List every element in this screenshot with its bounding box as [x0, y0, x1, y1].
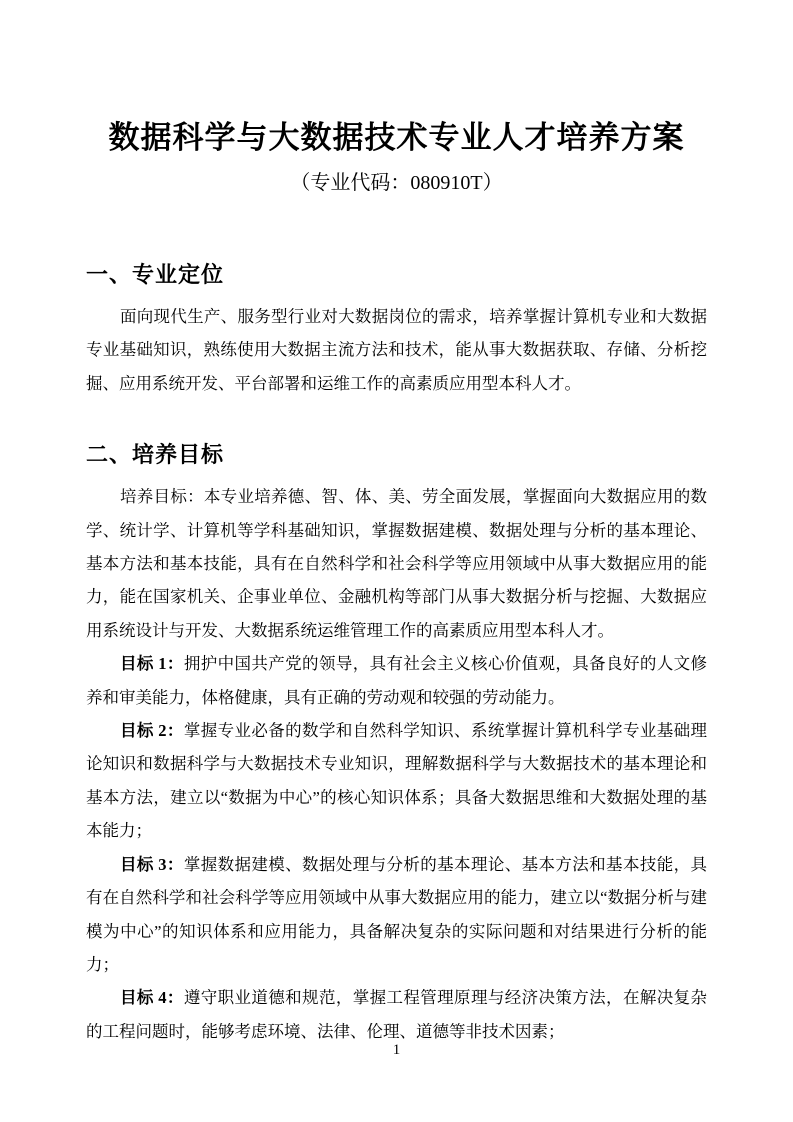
paragraph-goal-2 — [86, 714, 707, 848]
goal-2-label: 目标 2： — [120, 721, 184, 741]
page-number: 1 — [392, 1042, 401, 1058]
document-subtitle: （专业代码：080910T） — [290, 172, 503, 194]
section-heading-program-positioning: 一、专业定位 — [86, 262, 225, 287]
goal-3-label: 目标 3： — [120, 854, 184, 874]
paragraph-goal-3 — [86, 848, 707, 982]
goal-4-label: 目标 4： — [120, 988, 184, 1008]
document-title: 数据科学与大数据技术专业人才培养方案 — [108, 120, 685, 155]
paragraph-program-positioning: 面向现代生产、服务型行业对大数据岗位的需求，培养掌握计算机专业和大数据专业基础知识，熟练使用大数据主流方法和技术，能从事大数据获取、存储、分析挖掘、应用系统开发、平台部署和运维工作的高素质应用型本科人才。 — [86, 307, 707, 393]
section-heading-training-objectives: 二、培养目标 — [86, 442, 225, 468]
goal-1-text: 拥护中国共产党的领导，具有社会主义核心价值观，具备良好的人文修养和审美能力，体格健康，具有正确的劳动观和较强的劳动能力。 — [86, 654, 708, 707]
goal-4-text: 遵守职业道德和规范，掌握工程管理原理与经济决策方法，在解决复杂的工程问题时，能够考虑环境、法律、伦理、道德等非技术因素； — [86, 988, 708, 1041]
goal-3-text: 掌握数据建模、数据处理与分析的基本理论、基本方法和基本技能，具有在自然科学和社会科学等应用领域中从事大数据应用的能力，建立以“数据分析与建模为中心”的知识体系和应用能力，具备解决复杂的实际问题和对结果进行分析的能力； — [86, 854, 708, 974]
paragraph-training-objectives-overview: 培养目标：本专业培养德、智、体、美、劳全面发展，掌握面向大数据应用的数学、统计学、计算机等学科基础知识，掌握数据建模、数据处理与分析的基本理论、基本方法和基本技能，具有在自然科学和社会科学等应用领域中从事大数据应用的能力，能在国家机关、企事业单位、金融机构等部门从事大数据分析与挖掘、大数据应用系统设计与开发、大数据系统运维管理工作的高素质应用型本科人才。 — [86, 487, 707, 640]
paragraph-goal-1 — [86, 647, 707, 714]
goal-1-label: 目标 1： — [120, 654, 184, 674]
goal-2-text: 掌握专业必备的数学和自然科学知识、系统掌握计算机科学专业基础理论知识和数据科学与大数据技术专业知识，理解数据科学与大数据技术的基本理论和基本方法，建立以“数据为中心”的核心知识体系；具备大数据思维和大数据处理的基本能力； — [86, 721, 708, 841]
paragraph-goal-4 — [86, 981, 707, 1048]
